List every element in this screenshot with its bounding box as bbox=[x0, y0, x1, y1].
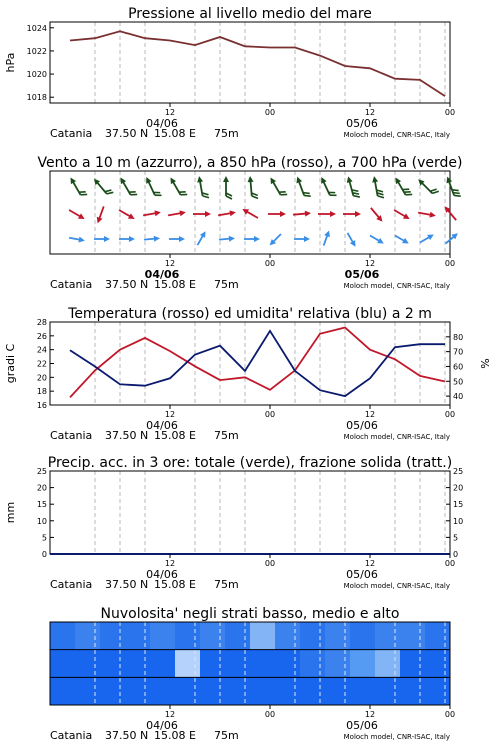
cloud-cell-alto bbox=[300, 622, 326, 650]
arrow-head bbox=[372, 176, 378, 182]
precipitation-chart bbox=[4, 455, 463, 591]
arrow-head bbox=[254, 236, 260, 242]
cloud-cell-basso bbox=[200, 677, 226, 705]
cloud-cell-basso bbox=[225, 677, 251, 705]
y-tick-label: 16 bbox=[36, 401, 47, 410]
wind-arrow-10m bbox=[324, 231, 330, 246]
wind-arrow-10m bbox=[395, 236, 409, 244]
arrow-barb bbox=[107, 192, 114, 194]
y-tick-label: 25 bbox=[36, 467, 47, 476]
arrow-head bbox=[304, 236, 310, 242]
wind-arrow-850hpa bbox=[268, 211, 286, 217]
arrow-barb bbox=[452, 190, 459, 191]
pressure-chart bbox=[4, 6, 455, 140]
wind-arrow-10m bbox=[169, 236, 185, 242]
cloud-cell-medio bbox=[425, 650, 451, 678]
arrow-barb bbox=[378, 196, 384, 198]
y-tick-label: 26 bbox=[36, 331, 47, 341]
latitude-label: 37.50 N bbox=[105, 127, 149, 140]
date-label: 05/06 bbox=[346, 719, 378, 732]
cloud-cell-basso bbox=[125, 677, 151, 705]
wind-arrow-850hpa bbox=[394, 210, 410, 219]
wind-arrow-850hpa bbox=[418, 212, 436, 218]
cloud-cell-alto bbox=[150, 622, 176, 650]
temperature-humidity-chart bbox=[4, 306, 492, 442]
arrow-barb bbox=[203, 196, 209, 198]
chart-title: Pressione al livello medio del mare bbox=[128, 6, 372, 22]
cloud-cell-basso bbox=[275, 677, 301, 705]
y-tick-label: 15 bbox=[36, 500, 47, 510]
y-tick-label: 1018 bbox=[26, 93, 47, 103]
cloud-cell-medio bbox=[50, 650, 76, 678]
model-credit: Moloch model, CNR-ISAC, Italy bbox=[343, 282, 450, 290]
arrow-head bbox=[197, 176, 203, 182]
location-label: Catania bbox=[50, 429, 93, 442]
longitude-label: 15.08 E bbox=[154, 127, 196, 140]
y-axis-label: % bbox=[479, 358, 492, 369]
x-tick-label: 12 bbox=[364, 259, 376, 268]
cloud-cell-alto bbox=[275, 622, 301, 650]
latitude-label: 37.50 N bbox=[105, 729, 149, 742]
x-tick-label: 12 bbox=[164, 410, 176, 419]
cloud-cell-medio bbox=[300, 650, 326, 678]
arrow-head bbox=[229, 236, 235, 242]
date-label: 05/06 bbox=[346, 568, 378, 581]
y-axis-label: mm bbox=[4, 501, 17, 524]
pressure-line bbox=[70, 31, 445, 96]
cloud-cell-medio bbox=[250, 650, 276, 678]
cloud-cell-alto bbox=[200, 622, 226, 650]
y2-tick-label: 80 bbox=[453, 332, 464, 342]
cloud-cell-alto bbox=[400, 622, 426, 650]
arrow-barb bbox=[303, 193, 310, 194]
y2-tick-label: 20 bbox=[453, 483, 464, 493]
wind-arrow-10m bbox=[370, 236, 384, 244]
wind-arrow-850hpa bbox=[371, 208, 383, 222]
altitude-label: 75m bbox=[214, 127, 239, 140]
x-tick-label: 12 bbox=[164, 259, 176, 268]
wind-arrow-700hpa bbox=[418, 179, 439, 193]
date-label: 05/06 bbox=[346, 419, 378, 432]
altitude-label: 75m bbox=[214, 578, 239, 591]
x-tick-label: 12 bbox=[164, 559, 176, 568]
arrow-barb bbox=[453, 193, 460, 194]
y-tick-label: 24 bbox=[36, 345, 47, 355]
longitude-label: 15.08 E bbox=[154, 729, 196, 742]
date-label: 04/06 bbox=[144, 268, 180, 281]
cloud-cell-alto bbox=[250, 622, 276, 650]
wind-arrow-700hpa bbox=[121, 177, 138, 194]
wind-arrow-700hpa bbox=[71, 177, 88, 194]
x-tick-label: 00 bbox=[264, 710, 276, 719]
x-tick-label: 00 bbox=[264, 259, 276, 268]
cloud-cell-medio bbox=[275, 650, 301, 678]
x-tick-label: 00 bbox=[444, 559, 456, 568]
arrow-head bbox=[179, 236, 185, 242]
altitude-label: 75m bbox=[214, 729, 239, 742]
cloud-cell-medio bbox=[100, 650, 126, 678]
wind-arrow-10m bbox=[198, 231, 206, 245]
wind-arrow-700hpa bbox=[171, 177, 188, 194]
wind-arrow-850hpa bbox=[97, 206, 104, 223]
arrow-head bbox=[347, 176, 353, 183]
arrow-head bbox=[104, 236, 110, 242]
date-label: 05/06 bbox=[344, 268, 380, 281]
cloud-cell-basso bbox=[425, 677, 451, 705]
cloud-cell-medio bbox=[200, 650, 226, 678]
y-tick-label: 1020 bbox=[26, 70, 47, 80]
date-label: 05/06 bbox=[346, 117, 378, 130]
cloud-cell-medio bbox=[225, 650, 251, 678]
y-tick-label: 20 bbox=[36, 373, 47, 383]
arrow-barb bbox=[430, 189, 436, 191]
y-tick-label: 1024 bbox=[26, 23, 47, 33]
cloud-cell-basso bbox=[75, 677, 101, 705]
location-label: Catania bbox=[50, 729, 93, 742]
arrow-head bbox=[305, 211, 311, 217]
date-label: 04/06 bbox=[146, 719, 178, 732]
wind-arrow-700hpa bbox=[94, 179, 113, 194]
x-tick-label: 00 bbox=[444, 410, 456, 419]
y-tick-label: 20 bbox=[36, 483, 47, 493]
wind-arrow-10m bbox=[294, 236, 310, 242]
wind-arrow-10m bbox=[144, 236, 160, 242]
altitude-label: 75m bbox=[214, 429, 239, 442]
cloud-cell-medio bbox=[400, 650, 426, 678]
cloud-cell-basso bbox=[350, 677, 376, 705]
wind-arrow-700hpa bbox=[372, 176, 384, 198]
wind-arrow-850hpa bbox=[69, 210, 85, 219]
cloud-cell-alto bbox=[375, 622, 401, 650]
wind-arrow-850hpa bbox=[168, 210, 186, 216]
cloud-cell-alto bbox=[50, 622, 76, 650]
date-label: 04/06 bbox=[146, 117, 178, 130]
latitude-label: 37.50 N bbox=[105, 278, 149, 291]
model-credit: Moloch model, CNR-ISAC, Italy bbox=[343, 433, 450, 441]
chart-title: Nuvolosita' negli strati basso, medio e alto bbox=[100, 606, 400, 622]
cloud-cell-alto bbox=[175, 622, 201, 650]
y-tick-label: 28 bbox=[36, 318, 47, 327]
arrow-barb bbox=[252, 196, 258, 198]
humidity-line bbox=[70, 331, 445, 396]
cloud-cell-alto bbox=[100, 622, 126, 650]
y-tick-label: 5 bbox=[41, 533, 47, 543]
y-tick-label: 18 bbox=[36, 387, 47, 397]
cloud-cell-basso bbox=[50, 677, 76, 705]
arrow-head bbox=[78, 237, 84, 243]
wind-arrow-850hpa bbox=[293, 211, 311, 217]
longitude-label: 15.08 E bbox=[154, 578, 196, 591]
model-credit: Moloch model, CNR-ISAC, Italy bbox=[343, 131, 450, 139]
model-credit: Moloch model, CNR-ISAC, Italy bbox=[343, 733, 450, 741]
cloud-cell-basso bbox=[375, 677, 401, 705]
wind-arrow-850hpa bbox=[119, 210, 135, 219]
arrow-barb bbox=[105, 190, 112, 192]
arrow-head bbox=[129, 236, 135, 242]
wind-arrow-10m bbox=[348, 233, 356, 247]
wind-arrow-700hpa bbox=[347, 176, 360, 197]
arrow-head bbox=[154, 236, 160, 242]
arrow-head bbox=[355, 211, 361, 217]
x-tick-label: 00 bbox=[264, 559, 276, 568]
cloud-cell-basso bbox=[250, 677, 276, 705]
y2-tick-label: 60 bbox=[453, 362, 464, 372]
cloud-cell-basso bbox=[325, 677, 351, 705]
cloud-cell-medio bbox=[150, 650, 176, 678]
y-tick-label: 1022 bbox=[26, 46, 47, 56]
y2-tick-label: 15 bbox=[453, 500, 464, 510]
wind-arrow-10m bbox=[244, 236, 260, 242]
cloud-cell-medio bbox=[350, 650, 376, 678]
arrow-head bbox=[248, 176, 254, 182]
x-tick-label: 12 bbox=[364, 559, 376, 568]
longitude-label: 15.08 E bbox=[154, 429, 196, 442]
x-tick-label: 12 bbox=[364, 108, 376, 117]
x-tick-label: 12 bbox=[164, 710, 176, 719]
wind-arrow-850hpa bbox=[218, 210, 236, 216]
location-label: Catania bbox=[50, 278, 93, 291]
date-label: 04/06 bbox=[146, 568, 178, 581]
arrow-barb bbox=[432, 191, 438, 193]
wind-arrow-850hpa bbox=[343, 211, 361, 217]
arrow-head bbox=[179, 210, 185, 216]
plot-frame bbox=[50, 471, 450, 554]
chart-title: Temperatura (rosso) ed umidita' relativa (blu) a 2 m bbox=[68, 306, 432, 322]
cloud-cell-basso bbox=[400, 677, 426, 705]
wind-arrow-10m bbox=[420, 235, 434, 243]
y-tick-label: 0 bbox=[41, 550, 47, 559]
wind-arrow-700hpa bbox=[271, 177, 288, 194]
arrow-barb bbox=[226, 196, 232, 199]
y2-tick-label: 40 bbox=[453, 392, 464, 402]
model-credit: Moloch model, CNR-ISAC, Italy bbox=[343, 582, 450, 590]
y-axis-label: gradi C bbox=[4, 343, 17, 384]
wind-arrow-700hpa bbox=[296, 177, 310, 197]
cloud-cell-basso bbox=[150, 677, 176, 705]
cloud-cell-alto bbox=[325, 622, 351, 650]
date-label: 04/06 bbox=[146, 419, 178, 432]
cloud-cell-alto bbox=[350, 622, 376, 650]
x-tick-label: 00 bbox=[264, 108, 276, 117]
arrow-head bbox=[154, 210, 160, 216]
cloud-cell-medio bbox=[125, 650, 151, 678]
arrow-head bbox=[205, 211, 211, 217]
wind-arrow-850hpa bbox=[143, 210, 161, 216]
wind-arrow-850hpa bbox=[193, 211, 211, 217]
arrow-head bbox=[280, 211, 286, 217]
y2-tick-label: 70 bbox=[453, 347, 464, 357]
arrow-head bbox=[429, 212, 435, 218]
y-tick-label: 10 bbox=[36, 516, 47, 526]
arrow-head bbox=[330, 211, 336, 217]
arrow-barb bbox=[353, 196, 360, 197]
altitude-label: 75m bbox=[214, 278, 239, 291]
x-tick-label: 00 bbox=[264, 410, 276, 419]
y-axis-label: hPa bbox=[4, 52, 17, 73]
cloud-cell-basso bbox=[175, 677, 201, 705]
location-label: Catania bbox=[50, 127, 93, 140]
cloud-cell-alto bbox=[75, 622, 101, 650]
wind-arrow-700hpa bbox=[223, 176, 232, 199]
latitude-label: 37.50 N bbox=[105, 429, 149, 442]
wind-arrow-700hpa bbox=[396, 177, 413, 194]
chart-title: Precip. acc. in 3 ore: totale (verde), frazione solida (tratt.) bbox=[47, 455, 453, 471]
x-tick-label: 12 bbox=[364, 710, 376, 719]
cloud-cell-medio bbox=[375, 650, 401, 678]
cloud-cell-alto bbox=[125, 622, 151, 650]
chart-title: Vento a 10 m (azzurro), a 850 hPa (rosso), a 700 hPa (verde) bbox=[37, 155, 463, 171]
cloud-cell-medio bbox=[175, 650, 201, 678]
wind-arrow-10m bbox=[219, 236, 235, 242]
cloud-cover-chart bbox=[50, 606, 455, 742]
cloud-cell-basso bbox=[100, 677, 126, 705]
temperature-line bbox=[70, 328, 445, 398]
arrow-barb bbox=[304, 195, 311, 196]
x-tick-label: 12 bbox=[364, 410, 376, 419]
wind-arrow-10m bbox=[446, 233, 458, 243]
wind-arrow-10m bbox=[94, 236, 110, 242]
y2-tick-label: 25 bbox=[453, 467, 464, 476]
arrow-barb bbox=[454, 195, 461, 196]
arrow-head bbox=[223, 176, 229, 182]
wind-arrow-700hpa bbox=[321, 177, 336, 195]
wind-arrow-10m bbox=[119, 236, 135, 242]
cloud-cell-basso bbox=[300, 677, 326, 705]
arrow-head bbox=[229, 210, 235, 216]
y2-tick-label: 10 bbox=[453, 516, 464, 526]
wind-arrow-10m bbox=[270, 234, 281, 245]
y2-tick-label: 5 bbox=[453, 533, 459, 543]
x-tick-label: 00 bbox=[444, 710, 456, 719]
wind-arrow-10m bbox=[69, 237, 85, 243]
cloud-cell-medio bbox=[75, 650, 101, 678]
location-label: Catania bbox=[50, 578, 93, 591]
cloud-cell-medio bbox=[325, 650, 351, 678]
wind-arrow-700hpa bbox=[197, 176, 209, 198]
longitude-label: 15.08 E bbox=[154, 278, 196, 291]
wind-arrow-700hpa bbox=[146, 177, 161, 195]
x-tick-label: 00 bbox=[444, 259, 456, 268]
y2-tick-label: 50 bbox=[453, 377, 464, 387]
y-tick-label: 22 bbox=[36, 359, 47, 369]
x-tick-label: 00 bbox=[444, 108, 456, 117]
wind-chart bbox=[37, 155, 462, 291]
wind-arrow-700hpa bbox=[248, 176, 258, 198]
cloud-cell-alto bbox=[225, 622, 251, 650]
x-tick-label: 12 bbox=[164, 108, 176, 117]
y2-tick-label: 0 bbox=[453, 550, 459, 559]
wind-arrow-850hpa bbox=[318, 211, 336, 217]
cloud-cell-alto bbox=[425, 622, 451, 650]
wind-arrow-700hpa bbox=[446, 177, 460, 197]
latitude-label: 37.50 N bbox=[105, 578, 149, 591]
